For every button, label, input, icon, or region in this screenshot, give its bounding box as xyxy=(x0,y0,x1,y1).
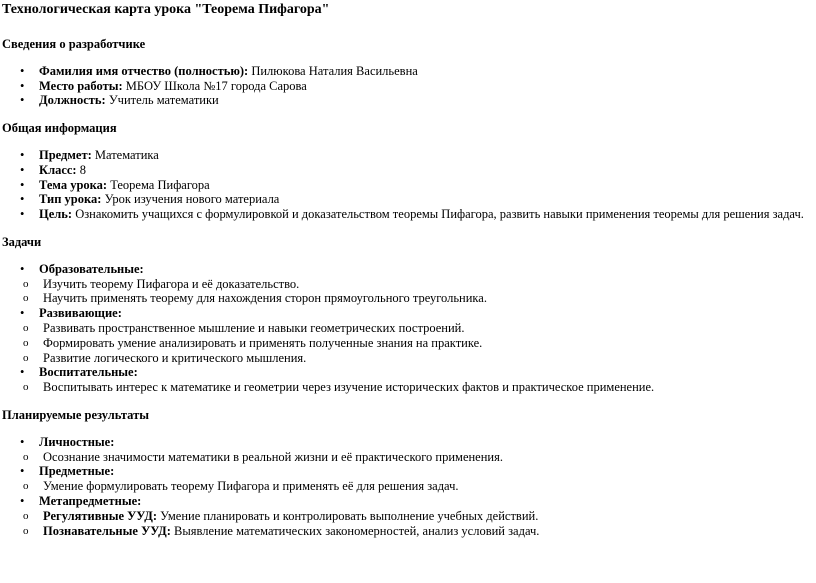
circle-bullet-icon: o xyxy=(23,321,29,334)
circle-bullet-icon: o xyxy=(23,524,29,537)
group-label: Метапредметные: xyxy=(39,493,142,508)
sublist-item xyxy=(2,380,810,395)
bullet-icon: • xyxy=(20,434,25,449)
item-label: Предмет: xyxy=(39,147,92,162)
circle-bullet-icon: o xyxy=(23,277,29,290)
item-label: Регулятивные УУД: xyxy=(43,508,157,523)
section-heading-results: Планируемые результаты xyxy=(2,407,150,422)
item-value: Учитель математики xyxy=(105,93,219,108)
sublist xyxy=(2,479,810,494)
item-value: Умение планировать и контролировать выполнение учебных действий. xyxy=(156,508,539,523)
sublist-item xyxy=(2,450,810,465)
item-value: Осознание значимости математики в реальной жизни и её практического применения. xyxy=(43,449,503,464)
sublist-item xyxy=(2,479,810,494)
list-item xyxy=(2,93,810,108)
item-value: 8 xyxy=(76,162,86,177)
item-label: Класс: xyxy=(39,162,77,177)
item-label: Цель: xyxy=(39,207,73,222)
list-item xyxy=(2,262,810,306)
sublist xyxy=(2,380,810,395)
developer-info-list xyxy=(2,64,810,108)
circle-bullet-icon: o xyxy=(23,509,29,522)
bullet-icon: • xyxy=(20,147,25,162)
bullet-icon: • xyxy=(20,177,25,192)
group-label: Воспитательные: xyxy=(39,365,138,380)
item-value: МБОУ Школа №17 города Сарова xyxy=(122,78,307,93)
bullet-icon: • xyxy=(20,261,25,276)
sublist xyxy=(2,321,810,365)
circle-bullet-icon: o xyxy=(23,480,29,493)
group-label: Личностные: xyxy=(39,434,115,449)
item-value: Развитие логического и критического мышления. xyxy=(43,350,307,365)
bullet-icon: • xyxy=(20,63,25,78)
section-heading-developer: Сведения о разработчике xyxy=(2,37,146,51)
document xyxy=(2,2,810,551)
sublist xyxy=(2,509,810,539)
bullet-icon: • xyxy=(20,365,25,380)
group-label: Развивающие: xyxy=(39,306,122,321)
item-label: Тип урока: xyxy=(39,192,102,207)
item-value: Ознакомить учащихся с формулировкой и доказательством теоремы Пифагора, развить навыки применения теоремы для решения задач. xyxy=(72,207,804,222)
section-heading-tasks: Задачи xyxy=(2,234,42,249)
bullet-icon: • xyxy=(20,162,25,177)
list-item xyxy=(2,365,810,395)
results-list xyxy=(2,435,810,539)
list-item xyxy=(2,464,810,494)
item-value: Изучить теорему Пифагора и её доказательство. xyxy=(43,276,300,291)
circle-bullet-icon: o xyxy=(23,351,29,364)
list-item xyxy=(2,435,810,465)
sublist xyxy=(2,277,810,307)
list-item xyxy=(2,64,810,79)
item-value: Умение формулировать теорему Пифагора и применять её для решения задач. xyxy=(43,479,459,494)
sublist xyxy=(2,450,810,465)
sublist-item xyxy=(2,524,810,539)
bullet-icon: • xyxy=(20,493,25,508)
list-item xyxy=(2,79,810,94)
item-label: Тема урока: xyxy=(39,177,108,192)
item-value: Научить применять теорему для нахождения сторон прямоугольного треугольника. xyxy=(43,291,487,306)
list-item xyxy=(2,148,810,163)
item-label: Фамилия имя отчество (полностью): xyxy=(39,63,249,78)
circle-bullet-icon: o xyxy=(23,292,29,305)
item-value: Математика xyxy=(91,147,159,162)
sublist-item xyxy=(2,291,810,306)
general-info-list xyxy=(2,148,810,222)
item-value: Урок изучения нового материала xyxy=(101,192,280,207)
list-item xyxy=(2,163,810,178)
item-value: Развивать пространственное мышление и навыки геометрических построений. xyxy=(43,320,465,335)
group-label: Образовательные: xyxy=(39,261,144,276)
list-item xyxy=(2,494,810,538)
circle-bullet-icon: o xyxy=(23,450,29,463)
list-item xyxy=(2,306,810,365)
item-label: Познавательные УУД: xyxy=(43,523,171,538)
list-item xyxy=(2,207,810,222)
page-title: Технологическая карта урока "Теорема Пифагора" xyxy=(2,2,330,17)
circle-bullet-icon: o xyxy=(23,381,29,394)
sublist-item xyxy=(2,336,810,351)
sublist-item xyxy=(2,509,810,524)
bullet-icon: • xyxy=(20,464,25,479)
bullet-icon: • xyxy=(20,93,25,108)
list-item xyxy=(2,192,810,207)
item-label: Должность: xyxy=(39,93,106,108)
bullet-icon: • xyxy=(20,306,25,321)
bullet-icon: • xyxy=(20,78,25,93)
sublist-item xyxy=(2,351,810,366)
circle-bullet-icon: o xyxy=(23,336,29,349)
item-value: Воспитывать интерес к математике и геометрии через изучение исторических фактов и практическое применение. xyxy=(43,380,655,395)
list-item xyxy=(2,178,810,193)
tasks-list xyxy=(2,262,810,395)
sublist-item xyxy=(2,321,810,336)
item-value: Выявление математических закономерностей, анализ условий задач. xyxy=(170,523,540,538)
bullet-icon: • xyxy=(20,207,25,222)
sublist-item xyxy=(2,277,810,292)
item-value: Теорема Пифагора xyxy=(107,177,210,192)
item-value: Пилюкова Наталия Васильевна xyxy=(248,63,418,78)
bullet-icon: • xyxy=(20,192,25,207)
section-heading-general: Общая информация xyxy=(2,121,117,136)
item-label: Место работы: xyxy=(39,78,123,93)
group-label: Предметные: xyxy=(39,464,115,479)
item-value: Формировать умение анализировать и применять полученные знания на практике. xyxy=(43,335,483,350)
